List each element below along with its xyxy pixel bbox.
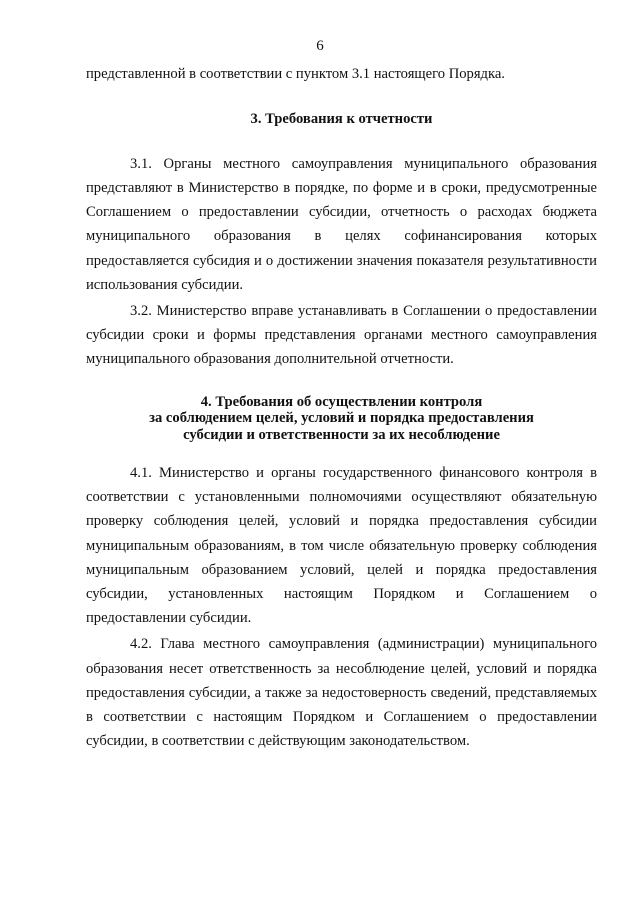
paragraph-4-2: 4.2. Глава местного самоуправления (администрации) муниципального образования несет ответственность за несоблюдение целей, условий и порядка предоставления субсидии, а также за недостоверность сведений, представляемых в соответствии с настоящим Порядком и Соглашением о предоставлении субсидии, в соответствии с действующим законодательством.	[86, 636, 597, 750]
paragraph-4-1: 4.1. Министерство и органы государственного финансового контроля в соответствии с установленными полномочиями осуществляют обязательную проверку соблюдения целей, условий и порядка предоставления субсидии муниципальным образованиям, в том числе обязательную проверку соблюдения муниципальным образованием условий, целей и порядка предоставления субсидии, установленных настоящим Порядком и Соглашением о предоставлении субсидии.	[86, 465, 597, 627]
page-number: 6	[316, 38, 324, 54]
section-4-heading-line-3: субсидии и ответственности за их несоблюдение	[183, 426, 500, 443]
paragraph-3-1: 3.1. Органы местного самоуправления муниципального образования представляют в Министерство в порядке, по форме и в сроки, предусмотренные Соглашением о предоставлении субсидии, отчетность о расходах бюджета муниципального образования в целях софинансирования которых предоставляется субсидия и о достижении значения показателя результативности использования субсидии.	[86, 155, 597, 293]
section-4-heading-line-1: 4. Требования об осуществлении контроля	[200, 393, 483, 410]
paragraph-3-2: 3.2. Министерство вправе устанавливать в Соглашении о предоставлении субсидии сроки и формы представления органами местного самоуправления муниципального образования дополнительной отчетности.	[86, 302, 597, 368]
section-4-heading-line-2: за соблюдением целей, условий и порядка предоставления	[149, 410, 534, 427]
section-4-heading	[86, 394, 597, 444]
document-body	[86, 62, 597, 753]
section-3-heading: 3. Требования к отчетности	[250, 111, 433, 128]
lead-line: представленной в соответствии с пунктом 3.1 настоящего Порядка.	[86, 66, 505, 82]
